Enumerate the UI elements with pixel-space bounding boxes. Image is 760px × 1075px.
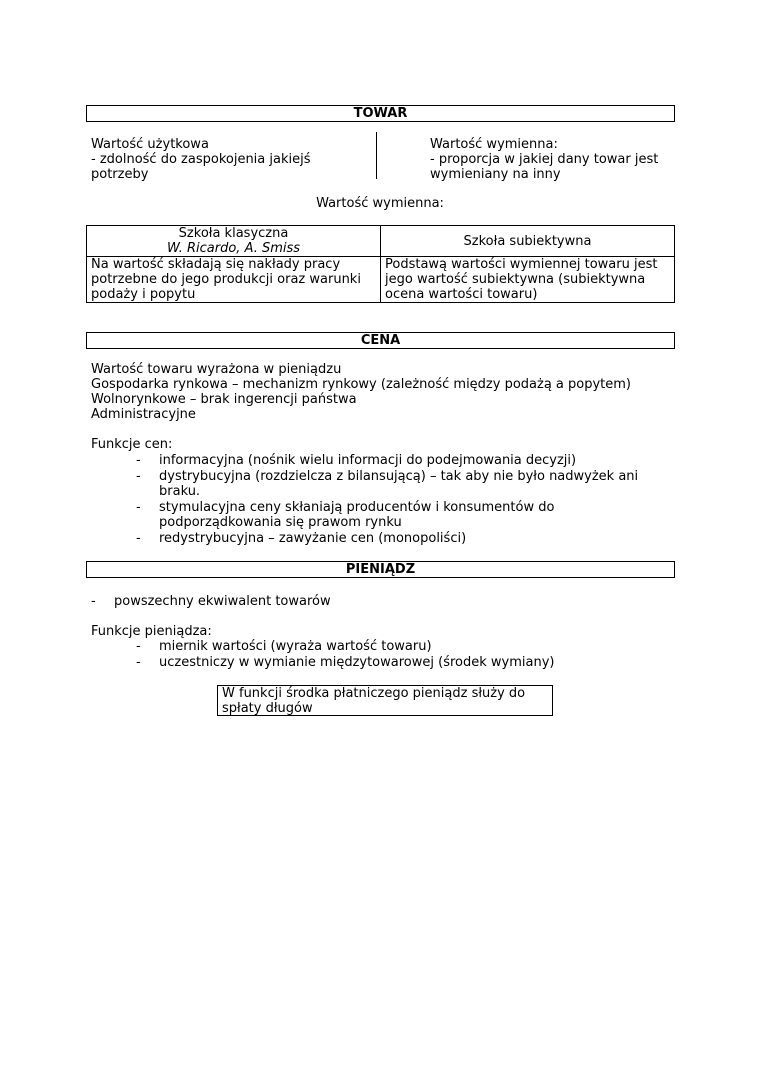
classical-school-label: Szkoła klasyczna xyxy=(178,226,289,241)
list-item-text: powszechny ekwiwalent towarów xyxy=(114,594,331,609)
note-line: spłaty długów xyxy=(222,701,313,716)
table-cell-line: potrzebne do jego produkcji oraz warunki xyxy=(91,272,361,287)
exchange-value-line: - proporcja w jakiej dany towar jest xyxy=(430,152,659,167)
list-dash: - xyxy=(91,594,96,609)
list-item-text: braku. xyxy=(159,484,201,499)
table-cell xyxy=(381,257,675,303)
use-value-line: potrzeby xyxy=(91,167,149,182)
list-item-text: miernik wartości (wyraża wartość towaru) xyxy=(159,639,432,654)
table-header-row xyxy=(87,226,675,257)
list-dash: - xyxy=(136,639,141,654)
text-line: Wolnorynkowe – brak ingerencji państwa xyxy=(91,392,357,407)
exchange-value-title: Wartość wymienna: xyxy=(430,137,558,152)
table-cell-line: podaży i popytu xyxy=(91,287,196,302)
list-item-text: redystrybucyjna – zawyżanie cen (monopoliści) xyxy=(159,531,467,546)
table-header-cell xyxy=(381,226,675,257)
table-row xyxy=(87,257,675,303)
list-item-text: podporządkowania się prawom rynku xyxy=(159,515,402,530)
list-item-text: informacyjna (nośnik wielu informacji do podejmowania decyzji) xyxy=(159,453,577,468)
list-item-text: uczestniczy w wymianie międzytowarowej (środek wymiany) xyxy=(159,655,555,670)
table-cell-line: Na wartość składają się nakłady pracy xyxy=(91,257,341,272)
use-value-line: - zdolność do zaspokojenia jakiejś xyxy=(91,152,311,167)
subjective-school-label: Szkoła subiektywna xyxy=(463,233,592,249)
schools-table xyxy=(86,225,675,303)
table-header-cell xyxy=(87,226,381,257)
text-line: Gospodarka rynkowa – mechanizm rynkowy (zależność między podażą a popytem) xyxy=(91,377,632,392)
classical-school-authors: W. Ricardo, A. Smiss xyxy=(166,241,301,256)
use-value-title: Wartość użytkowa xyxy=(91,137,209,152)
use-value-block xyxy=(91,137,371,182)
table-cell-line: Podstawą wartości wymiennej towaru jest xyxy=(385,257,658,272)
exchange-value-subtitle: Wartość wymienna: xyxy=(316,196,444,211)
text-line: Wartość towaru wyrażona w pieniądzu xyxy=(91,362,342,377)
money-functions-label: Funkcje pieniądza: xyxy=(91,624,212,639)
column-divider xyxy=(376,132,377,179)
exchange-value-line: wymieniany na inny xyxy=(430,167,561,182)
note-line: W funkcji środka płatniczego pieniądz służy do xyxy=(222,686,526,701)
table-cell-line: ocena wartości towaru) xyxy=(385,287,538,302)
table-cell-line: jego wartość subiektywna (subiektywna xyxy=(385,272,646,287)
list-dash: - xyxy=(136,655,141,670)
section-header-towar: TOWAR xyxy=(86,105,675,122)
list-dash: - xyxy=(136,453,141,468)
section-header-cena: CENA xyxy=(86,332,675,349)
list-item-text: dystrybucyjna (rozdzielcza z bilansującą) – tak aby nie było nadwyżek ani xyxy=(159,469,639,484)
list-dash: - xyxy=(136,469,141,484)
section-header-pieniadz: PIENIĄDZ xyxy=(86,561,675,578)
list-dash: - xyxy=(136,531,141,546)
list-dash: - xyxy=(136,500,141,515)
text-line: Administracyjne xyxy=(91,407,196,422)
table-cell xyxy=(87,257,381,303)
payment-function-note xyxy=(217,685,553,716)
list-item-text: stymulacyjna ceny skłaniają producentów i konsumentów do xyxy=(159,500,555,515)
price-definitions xyxy=(91,362,691,422)
price-functions-label: Funkcje cen: xyxy=(91,437,173,452)
exchange-value-block xyxy=(430,137,670,182)
